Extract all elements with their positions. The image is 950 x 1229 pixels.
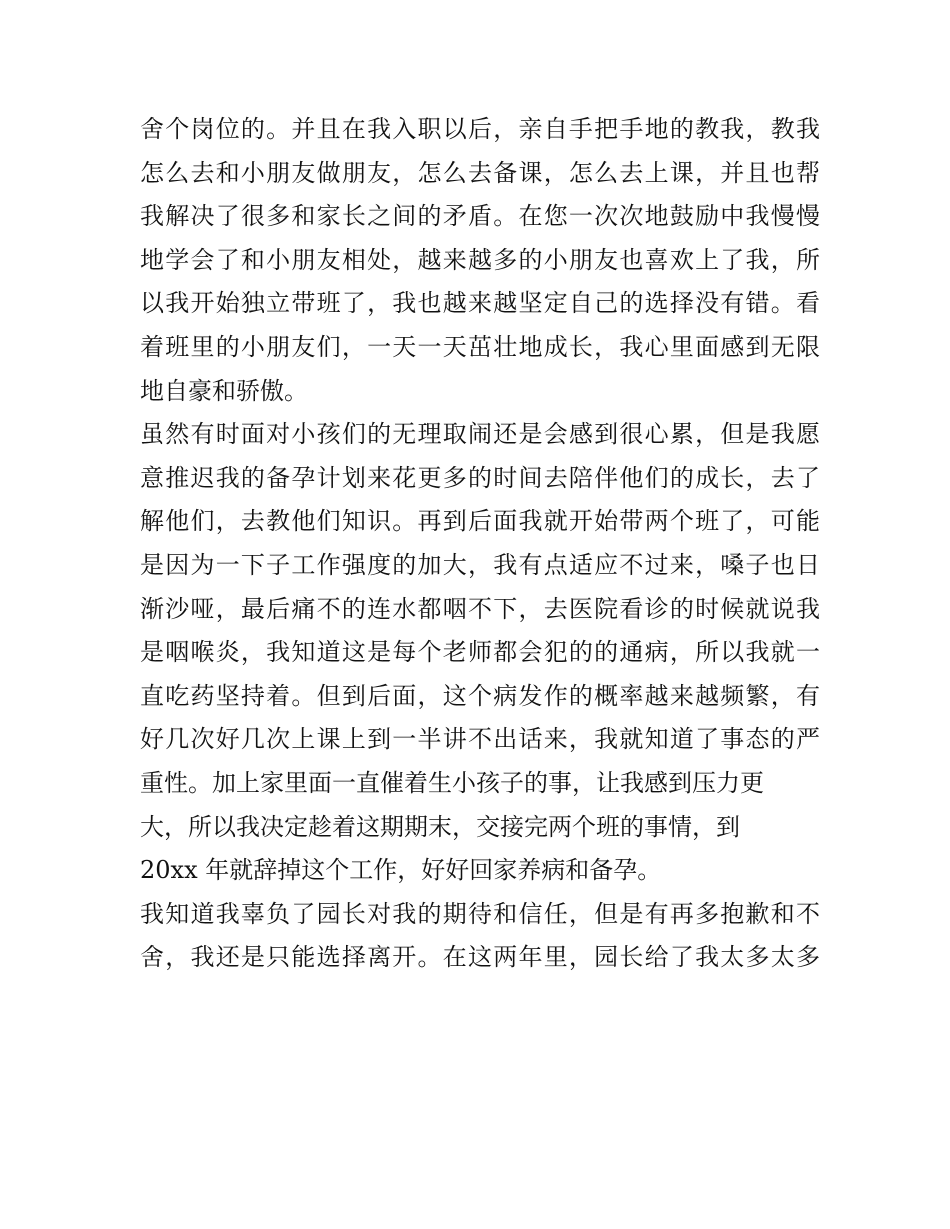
text-line: 我知道我辜负了园长对我的期待和信任，但是有再多抱歉和不 <box>140 899 820 928</box>
text-line: 以我开始独立带班了，我也越来越坚定自己的选择没有错。看 <box>140 289 820 318</box>
text-line: 舍，我还是只能选择离开。在这两年里，园长给了我太多太多 <box>140 943 820 972</box>
text-line: 是因为一下子工作强度的加大，我有点适应不过来，嗓子也日 <box>140 550 820 579</box>
text-line: 着班里的小朋友们，一天一天茁壮地成长，我心里面感到无限 <box>140 332 820 361</box>
paragraph-2 <box>140 413 820 893</box>
text-line: 重性。加上家里面一直催着生小孩子的事，让我感到压力更 <box>140 768 764 797</box>
text-line: 地学会了和小朋友相处，越来越多的小朋友也喜欢上了我，所 <box>140 245 820 274</box>
text-line: 意推迟我的备孕计划来花更多的时间去陪伴他们的成长，去了 <box>140 463 820 492</box>
text-line: 舍个岗位的。并且在我入职以后，亲自手把手地的教我，教我 <box>140 115 820 143</box>
text-line: 虽然有时面对小孩们的无理取闹还是会感到很心累，但是我愿 <box>140 420 820 449</box>
text-line: 直吃药坚持着。但到后面，这个病发作的概率越来越频繁，有 <box>140 681 820 710</box>
text-line: 怎么去和小朋友做朋友，怎么去备课，怎么去上课，并且也帮 <box>140 158 820 187</box>
text-line: 20xx 年就辞掉这个工作，好好回家养病和备孕。 <box>140 856 662 885</box>
text-line: 地自豪和骄傲。 <box>140 376 308 405</box>
paragraph-3 <box>140 893 820 980</box>
text-line: 好几次好几次上课上到一半讲不出话来，我就知道了事态的严 <box>140 725 820 754</box>
text-line: 渐沙哑，最后痛不的连水都咽不下，去医院看诊的时候就说我 <box>140 594 820 623</box>
text-line: 大，所以我决定趁着这期期末，交接完两个班的事情，到 <box>140 812 740 841</box>
document-body <box>140 108 820 980</box>
text-line: 解他们，去教他们知识。再到后面我就开始带两个班了，可能 <box>140 507 820 536</box>
text-line: 是咽喉炎，我知道这是每个老师都会犯的的通病，所以我就一 <box>140 638 820 667</box>
paragraph-1 <box>140 108 820 413</box>
text-line: 我解决了很多和家长之间的矛盾。在您一次次地鼓励中我慢慢 <box>140 202 820 231</box>
